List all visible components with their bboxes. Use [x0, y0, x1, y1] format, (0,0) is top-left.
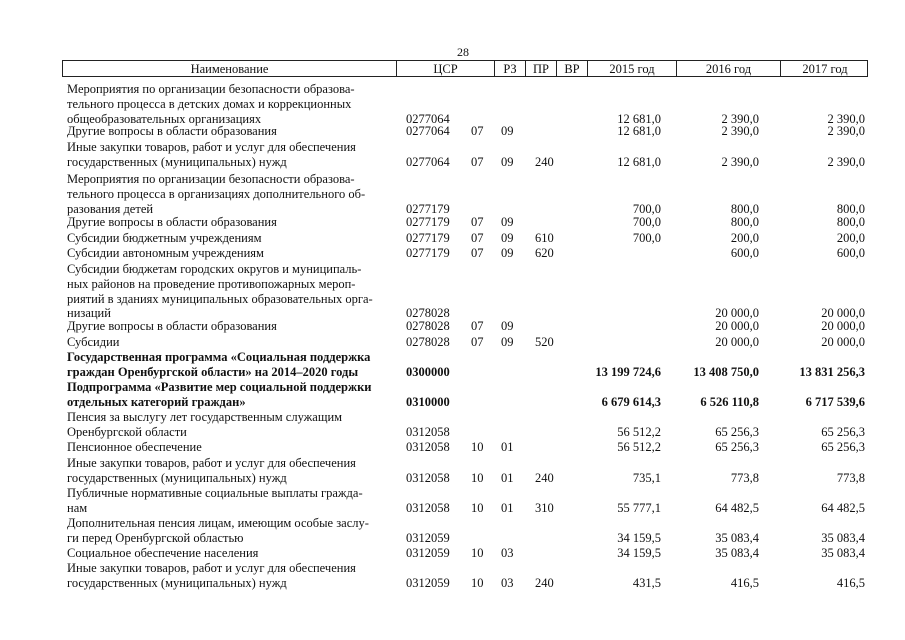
- row-vr: 620: [535, 246, 554, 260]
- column-header-name: Наименование: [63, 61, 397, 76]
- row-y2016: 20 000,0: [715, 306, 759, 321]
- column-header-rz: РЗ: [495, 61, 526, 76]
- row-name: Субсидии автономным учреждениям: [67, 246, 264, 260]
- row-rz: 10: [471, 575, 484, 590]
- row-y2017: 65 256,3: [821, 440, 865, 454]
- row-csr: 0312058: [406, 440, 450, 454]
- row-name: Публичные нормативные социальные выплаты гражда- нам: [67, 486, 363, 515]
- row-y2015: 55 777,1: [617, 500, 661, 515]
- row-y2016: 20 000,0: [715, 335, 759, 349]
- row-y2017: 35 083,4: [821, 546, 865, 560]
- row-rz: 07: [471, 215, 484, 229]
- row-rz: 10: [471, 500, 484, 515]
- row-pr: 03: [501, 575, 514, 590]
- row-y2016: 416,5: [730, 575, 759, 590]
- row-rz: 10: [471, 470, 484, 485]
- row-pr: 01: [501, 440, 514, 454]
- row-y2015: 12 681,0: [617, 124, 661, 138]
- row-y2015: 34 159,5: [617, 546, 661, 560]
- row-name: Другие вопросы в области образования: [67, 124, 277, 138]
- row-y2016: 65 256,3: [715, 424, 759, 439]
- row-pr: 09: [501, 319, 514, 333]
- row-csr: 0278028: [406, 306, 450, 321]
- row-y2017: 2 390,0: [827, 124, 865, 138]
- row-y2016: 65 256,3: [715, 440, 759, 454]
- row-pr: 09: [501, 231, 514, 245]
- row-y2017: 2 390,0: [827, 154, 865, 169]
- row-rz: 07: [471, 335, 484, 349]
- row-y2017: 64 482,5: [821, 500, 865, 515]
- row-pr: 01: [501, 500, 514, 515]
- row-y2017: 416,5: [836, 575, 865, 590]
- row-y2017: 20 000,0: [821, 335, 865, 349]
- row-y2016: 20 000,0: [715, 319, 759, 333]
- column-header-pr: ПР: [526, 61, 557, 76]
- row-name: Пенсия за выслугу лет государственным служащим Оренбургской области: [67, 410, 343, 439]
- row-csr: 0277179: [406, 201, 450, 216]
- row-y2016: 35 083,4: [715, 546, 759, 560]
- row-y2017: 200,0: [836, 231, 865, 245]
- row-pr: 09: [501, 246, 514, 260]
- row-y2016: 2 390,0: [721, 154, 759, 169]
- row-y2016: 600,0: [730, 246, 759, 260]
- row-y2016: 800,0: [730, 215, 759, 229]
- row-rz: 07: [471, 319, 484, 333]
- row-name: Пенсионное обеспечение: [67, 440, 202, 454]
- row-rz: 10: [471, 440, 484, 454]
- row-name: Иные закупки товаров, работ и услуг для обеспечения государственных (муниципальных) нужд: [67, 561, 356, 590]
- row-y2016: 13 408 750,0: [693, 364, 759, 379]
- row-y2017: 20 000,0: [821, 306, 865, 321]
- row-csr: 0278028: [406, 319, 450, 333]
- row-y2015: 700,0: [632, 215, 661, 229]
- row-rz: 07: [471, 154, 484, 169]
- row-pr: 09: [501, 124, 514, 138]
- row-name: Государственная программа «Социальная поддержка граждан Оренбургской области» на 2014–2020 годы: [67, 350, 371, 379]
- row-csr: 0278028: [406, 335, 450, 349]
- column-header-2017: 2017 год: [802, 62, 848, 76]
- row-y2016: 2 390,0: [721, 124, 759, 138]
- row-name: Мероприятия по организации безопасности образова- тельного процесса в детских домах и коррекционных общеобразовательных организациях: [67, 82, 355, 126]
- row-name: Иные закупки товаров, работ и услуг для обеспечения государственных (муниципальных) нужд: [67, 140, 356, 169]
- row-csr: 0300000: [406, 364, 450, 379]
- row-y2015: 700,0: [632, 201, 661, 216]
- row-pr: 09: [501, 154, 514, 169]
- row-pr: 09: [501, 215, 514, 229]
- row-y2017: 800,0: [836, 201, 865, 216]
- row-y2015: 431,5: [632, 575, 661, 590]
- row-rz: 07: [471, 246, 484, 260]
- row-y2017: 13 831 256,3: [799, 364, 865, 379]
- row-y2016: 773,8: [730, 470, 759, 485]
- row-y2016: 800,0: [730, 201, 759, 216]
- row-y2017: 65 256,3: [821, 424, 865, 439]
- row-y2016: 200,0: [730, 231, 759, 245]
- row-vr: 520: [535, 335, 554, 349]
- row-csr: 0312059: [406, 575, 450, 590]
- row-csr: 0310000: [406, 394, 450, 409]
- row-y2015: 12 681,0: [617, 154, 661, 169]
- row-csr: 0312058: [406, 470, 450, 485]
- row-vr: 240: [535, 470, 554, 485]
- row-y2015: 34 159,5: [617, 530, 661, 545]
- row-name: Иные закупки товаров, работ и услуг для обеспечения государственных (муниципальных) нужд: [67, 456, 356, 485]
- row-pr: 09: [501, 335, 514, 349]
- row-y2016: 64 482,5: [715, 500, 759, 515]
- row-name: Подпрограмма «Развитие мер социальной поддержки отдельных категорий граждан»: [67, 380, 372, 409]
- row-y2017: 20 000,0: [821, 319, 865, 333]
- row-csr: 0312059: [406, 546, 450, 560]
- row-csr: 0277064: [406, 111, 450, 126]
- row-csr: 0277064: [406, 124, 450, 138]
- row-csr: 0312059: [406, 530, 450, 545]
- row-vr: 310: [535, 500, 554, 515]
- row-y2015: 12 681,0: [617, 111, 661, 126]
- row-y2016: 2 390,0: [721, 111, 759, 126]
- row-csr: 0277179: [406, 231, 450, 245]
- row-name: Субсидии: [67, 335, 120, 349]
- row-rz: 07: [471, 231, 484, 245]
- row-y2017: 800,0: [836, 215, 865, 229]
- row-y2015: 13 199 724,6: [595, 364, 661, 379]
- row-name: Другие вопросы в области образования: [67, 319, 277, 333]
- row-name: Субсидии бюджетным учреждениям: [67, 231, 262, 245]
- row-name: Социальное обеспечение населения: [67, 546, 259, 560]
- row-csr: 0312058: [406, 424, 450, 439]
- row-vr: 610: [535, 231, 554, 245]
- row-y2017: 773,8: [836, 470, 865, 485]
- row-y2016: 6 526 110,8: [700, 394, 759, 409]
- column-header-csr: ЦСР: [397, 61, 495, 76]
- row-name: Дополнительная пенсия лицам, имеющим особые заслу- ги перед Оренбургской областью: [67, 516, 369, 545]
- row-y2015: 700,0: [632, 231, 661, 245]
- row-csr: 0277179: [406, 215, 450, 229]
- row-pr: 03: [501, 546, 514, 560]
- row-y2015: 735,1: [632, 470, 661, 485]
- column-header-2015: 2015 год: [588, 61, 677, 76]
- column-header-vr: ВР: [557, 61, 588, 76]
- row-y2015: 56 512,2: [617, 440, 661, 454]
- row-csr: 0312058: [406, 500, 450, 515]
- row-y2017: 600,0: [836, 246, 865, 260]
- page-number: 28: [457, 45, 469, 59]
- row-name: Другие вопросы в области образования: [67, 215, 277, 229]
- row-name: Субсидии бюджетам городских округов и муниципаль- ных районов на проведение противопожарных мероп- риятий в зданиях муниципальных образовательных орга- низаций: [67, 262, 373, 321]
- row-csr: 0277179: [406, 246, 450, 260]
- row-rz: 10: [471, 546, 484, 560]
- row-y2017: 6 717 539,6: [805, 394, 865, 409]
- row-vr: 240: [535, 575, 554, 590]
- row-y2015: 56 512,2: [617, 424, 661, 439]
- row-y2017: 35 083,4: [821, 530, 865, 545]
- row-rz: 07: [471, 124, 484, 138]
- row-vr: 240: [535, 154, 554, 169]
- row-name: Мероприятия по организации безопасности образова- тельного процесса в организациях дополнительного об- разования детей: [67, 172, 366, 216]
- row-csr: 0277064: [406, 154, 450, 169]
- row-y2015: 6 679 614,3: [601, 394, 661, 409]
- column-header-2016: 2016 год: [677, 61, 781, 76]
- row-y2016: 35 083,4: [715, 530, 759, 545]
- row-y2017: 2 390,0: [827, 111, 865, 126]
- row-pr: 01: [501, 470, 514, 485]
